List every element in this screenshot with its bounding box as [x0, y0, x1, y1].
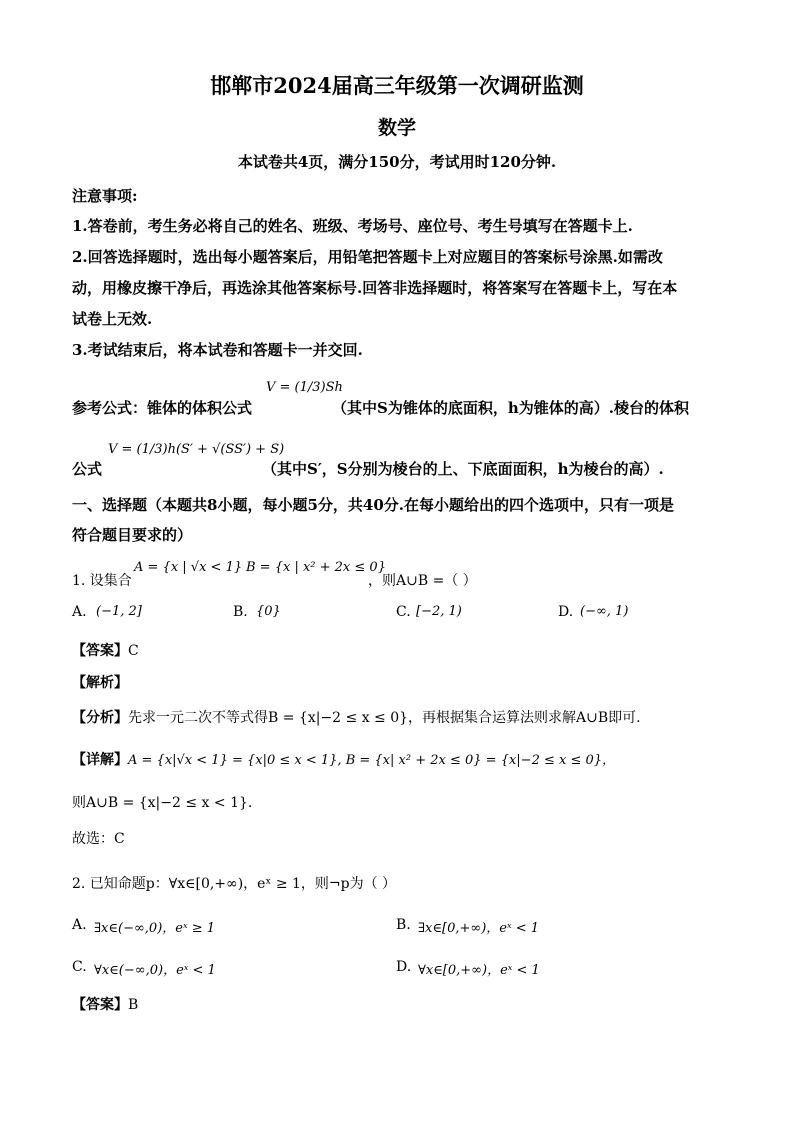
notice-item-2-line1: 2.回答选择题时，选出每小题答案后，用铅笔把答题卡上对应题目的答案标号涂黑.如需改	[72, 248, 663, 266]
q1-option-c-label: C.	[396, 604, 411, 620]
question-2-stem: 2. 已知命题p：∀x∈[0,+∞)，eˣ ≥ 1，则¬p为（ ）	[72, 876, 397, 892]
answer-value: B	[128, 997, 139, 1013]
q1-option-a: (−1, 2]	[96, 604, 142, 619]
question-1-set-b: B = {x | x² + 2x ≤ 0}	[246, 560, 386, 575]
q2-option-a-label: A.	[72, 917, 87, 933]
xiangjie-text: A = {x|√x < 1} = {x|0 ≤ x < 1}, B = {x| x² + 2x ≤ 0} = {x|−2 ≤ x ≤ 0}，	[128, 753, 616, 768]
fenxi-text: 先求一元二次不等式得B = {x|−2 ≤ x ≤ 0}，再根据集合运算法则求解A∪B即可.	[128, 710, 641, 726]
exam-description: 本试卷共4页，满分150分，考试用时120分钟.	[237, 153, 557, 171]
q1-option-b-label: B.	[233, 604, 248, 620]
q2-option-c-label: C.	[72, 959, 87, 975]
question-1-set-a: A = {x | √x < 1}	[134, 560, 243, 575]
q1-option-d: (−∞, 1)	[580, 604, 629, 619]
question-1-prefix: 1. 设集合	[72, 573, 132, 589]
q2-option-a: ∃x∈(−∞,0)，eˣ ≥ 1	[94, 921, 216, 936]
q2-option-c: ∀x∈(−∞,0)，eˣ < 1	[94, 963, 216, 978]
section-heading-line2: 符合题目要求的）	[72, 526, 193, 544]
notice-item-1: 1.答卷前，考生务必将自己的姓名、班级、考场号、座位号、考生号填写在答题卡上.	[72, 217, 633, 235]
q1-option-b: {0}	[256, 604, 281, 619]
q1-result: 则A∪B = {x|−2 ≤ x < 1}.	[72, 795, 253, 811]
cone-volume-formula: V = (1/3)Sh	[266, 380, 343, 395]
fenxi-tag: 【分析】	[72, 710, 128, 726]
xiangjie-tag: 【详解】	[72, 752, 128, 768]
answer-tag: 【答案】	[72, 643, 128, 659]
notice-item-2-line3: 试卷上无效.	[72, 310, 153, 328]
page-title: 邯郸市2024届高三年级第一次调研监测	[210, 73, 584, 98]
q1-answer	[72, 640, 139, 660]
formula-label: 参考公式：锥体的体积公式	[72, 399, 253, 417]
q2-answer	[72, 994, 138, 1014]
answer-tag: 【答案】	[72, 997, 128, 1013]
q1-analysis-tag: 【解析】	[72, 675, 128, 691]
answer-value: C	[128, 643, 139, 659]
notice-item-3: 3.考试结束后，将本试卷和答题卡一并交回.	[72, 341, 363, 359]
frustum-volume-formula: V = (1/3)h(S′ + √(SS′) + S)	[108, 442, 285, 457]
notice-heading: 注意事项:	[72, 187, 138, 205]
q2-option-b-label: B.	[396, 917, 411, 933]
q1-option-d-label: D.	[558, 604, 574, 620]
subject-title: 数学	[377, 117, 416, 139]
question-1-suffix: ，则A∪B =（ ）	[368, 573, 477, 589]
section-heading-line1: 一、选择题（本题共8小题，每小题5分，共40分.在每小题给出的四个选项中，只有一项是	[72, 496, 674, 514]
q1-xiangjie	[72, 749, 615, 769]
cone-formula-note: （其中S为锥体的底面积，h为锥体的高）.棱台的体积	[332, 399, 689, 417]
notice-item-2-line2: 动，用橡皮擦干净后，再选涂其他答案标号.回答非选择题时，将答案写在答题卡上，写在本	[72, 279, 678, 297]
q1-option-c: [−2, 1)	[416, 604, 462, 619]
q1-choose: 故选：C	[72, 831, 125, 847]
q1-option-a-label: A.	[72, 604, 87, 620]
formula-label-2: 公式	[72, 460, 103, 478]
q2-option-d-label: D.	[396, 959, 412, 975]
frustum-formula-note: （其中S′，S分别为棱台的上、下底面面积，h为棱台的高）.	[262, 460, 664, 478]
q1-fenxi	[72, 707, 641, 727]
q2-option-b: ∃x∈[0,+∞)，eˣ < 1	[418, 921, 540, 936]
q2-option-d: ∀x∈[0,+∞)，eˣ < 1	[418, 963, 540, 978]
